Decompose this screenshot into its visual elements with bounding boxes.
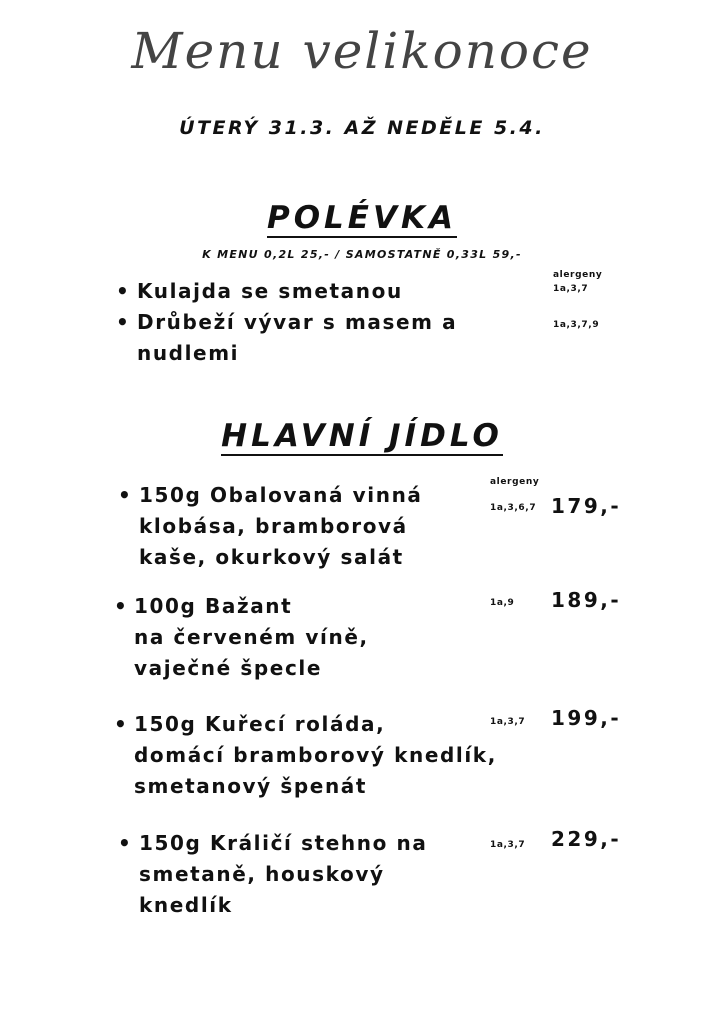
bullet-icon: •: [118, 831, 131, 855]
main-item-4-line-3: knedlík: [139, 893, 233, 917]
main-item-4-allergens: 1a,3,7: [490, 840, 526, 850]
date-range: ÚTERÝ 31.3. AŽ NEDĚLE 5.4.: [179, 117, 545, 139]
soup-heading: [0, 200, 724, 236]
menu-title: Menu velikonoce: [131, 22, 593, 80]
main-item-2-allergens: 1a,9: [490, 598, 515, 608]
main-item-1-price: 179,-: [551, 494, 622, 518]
soup-heading-text: POLÉVKA: [266, 200, 457, 236]
bullet-icon: •: [114, 712, 127, 736]
soup-price-note: K MENU 0,2L 25,- / SAMOSTATNĚ 0,33L 59,-: [202, 248, 522, 261]
main-item-3-line-2: domácí bramborový knedlík,: [134, 743, 497, 767]
bullet-icon: •: [116, 279, 129, 303]
main-item-1-allergens: 1a,3,6,7: [490, 503, 537, 513]
main-item-2-line-1: 100g Bažant: [134, 594, 293, 618]
main-item-4-line-2: smetaně, houskový: [139, 862, 385, 886]
main-heading: [0, 418, 724, 454]
main-item-3-allergens: 1a,3,7: [490, 717, 526, 727]
main-item-3-line-3: smetanový špenát: [134, 774, 368, 798]
main-item-2-line-3: vaječné špecle: [134, 656, 323, 680]
main-item-3-price: 199,-: [551, 706, 622, 730]
main-item-1-line-1: 150g Obalovaná vinná: [139, 483, 423, 507]
main-item-4-line-1: 150g Králičí stehno na: [139, 831, 428, 855]
main-item-1-line-3: kaše, okurkový salát: [139, 545, 404, 569]
bullet-icon: •: [116, 310, 129, 334]
main-item-3-line-1: 150g Kuřecí roláda,: [134, 712, 386, 736]
bullet-icon: •: [118, 483, 131, 507]
main-item-1-line-2: klobása, bramborová: [139, 514, 408, 538]
soup-item-2-line-2: nudlemi: [137, 341, 240, 365]
main-item-2-line-2: na červeném víně,: [134, 625, 369, 649]
soup-item-1-allergens: 1a,3,7: [553, 284, 589, 294]
main-allergens-label: alergeny: [490, 477, 540, 487]
soup-item-2-allergens: 1a,3,7,9: [553, 320, 600, 330]
soup-item-1-line-1: Kulajda se smetanou: [137, 279, 403, 303]
main-item-4-price: 229,-: [551, 827, 622, 851]
main-heading-text: HLAVNÍ JÍDLO: [221, 418, 503, 454]
main-item-2-price: 189,-: [551, 588, 622, 612]
soup-allergens-label: alergeny: [553, 270, 603, 280]
soup-item-2-line-1: Drůbeží vývar s masem a: [137, 310, 458, 334]
bullet-icon: •: [114, 594, 127, 618]
